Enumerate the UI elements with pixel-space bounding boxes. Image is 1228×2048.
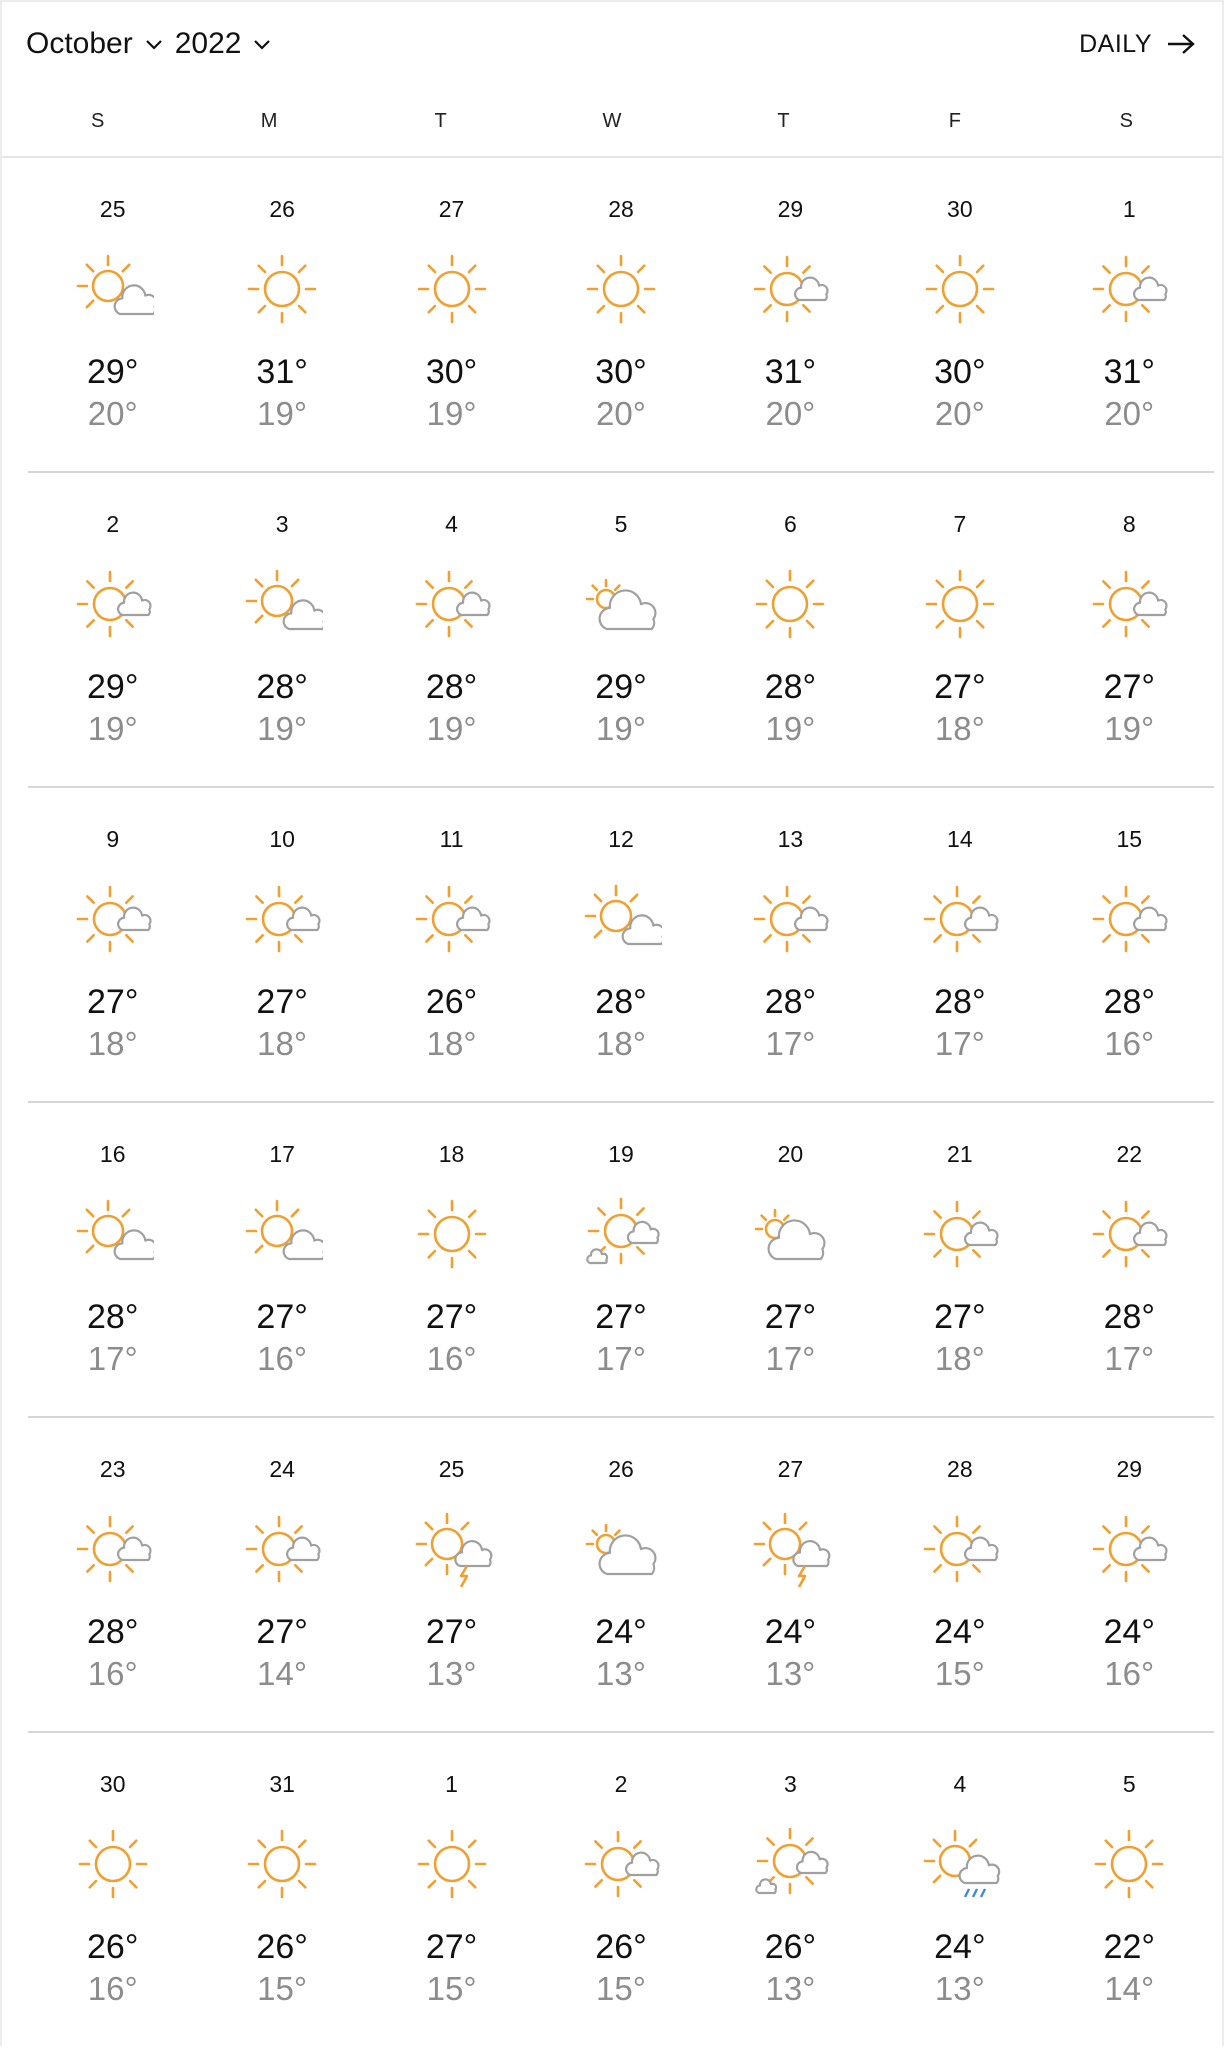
day-cell[interactable] — [197, 473, 366, 786]
day-number: 10 — [269, 826, 295, 852]
day-cell[interactable] — [875, 788, 1044, 1101]
day-cell[interactable] — [875, 473, 1044, 786]
day-number: 4 — [445, 511, 458, 537]
low-temp: 17° — [1104, 1340, 1155, 1377]
sun-small-cloud-icon — [919, 1508, 1001, 1590]
day-number: 29 — [777, 196, 804, 222]
day-cell[interactable] — [706, 1418, 875, 1731]
high-temp: 27° — [256, 1613, 308, 1651]
day-cell[interactable] — [875, 1418, 1044, 1731]
low-temp: 18° — [596, 1025, 646, 1062]
high-temp: 27° — [934, 1298, 986, 1336]
low-temp: 17° — [87, 1340, 138, 1377]
sun-icon — [411, 1823, 493, 1905]
sun-small-cloud-icon — [1088, 248, 1170, 330]
low-temp: 19° — [426, 710, 477, 747]
day-cell[interactable] — [367, 1418, 536, 1731]
sun-small-cloud-icon — [749, 878, 831, 960]
day-number: 1 — [1122, 196, 1136, 222]
sun-small-cloud-icon — [72, 563, 154, 645]
high-temp: 28° — [764, 983, 817, 1021]
day-cell[interactable] — [28, 1733, 197, 2048]
day-number: 14 — [947, 826, 973, 852]
day-cell[interactable] — [536, 788, 705, 1101]
sun-small-cloud-icon — [411, 878, 493, 960]
month-label: October — [26, 27, 133, 60]
day-number: 21 — [947, 1141, 973, 1167]
low-temp: 18° — [934, 1340, 985, 1377]
high-temp: 30° — [934, 353, 986, 391]
day-cell[interactable] — [28, 1418, 197, 1731]
day-number: 1 — [445, 1771, 458, 1797]
high-temp: 27° — [425, 1298, 478, 1336]
sun-two-clouds-icon — [749, 1823, 831, 1905]
high-temp: 29° — [87, 353, 139, 391]
low-temp: 20° — [765, 395, 816, 432]
week-row — [28, 788, 1214, 1103]
high-temp: 31° — [1103, 353, 1155, 391]
day-number: 6 — [784, 511, 797, 537]
sun-small-cloud-icon — [1088, 1193, 1170, 1275]
sun-small-cloud-icon — [919, 878, 1001, 960]
day-cell[interactable] — [367, 1733, 536, 2048]
high-temp: 26° — [256, 1928, 308, 1966]
high-temp: 28° — [256, 668, 308, 706]
day-number: 18 — [438, 1141, 465, 1167]
low-temp: 13° — [426, 1655, 477, 1692]
high-temp: 27° — [256, 983, 308, 1021]
high-temp: 28° — [764, 668, 817, 706]
sun-storm-icon — [411, 1508, 493, 1590]
sun-cloud-icon — [72, 1193, 154, 1275]
day-number: 8 — [1122, 511, 1136, 537]
high-temp: 28° — [87, 1613, 139, 1651]
low-temp: 16° — [87, 1655, 138, 1692]
high-temp: 28° — [595, 983, 647, 1021]
low-temp: 18° — [87, 1025, 138, 1062]
day-number: 30 — [99, 1771, 126, 1797]
day-number: 26 — [608, 1456, 634, 1482]
sun-storm-icon — [749, 1508, 831, 1590]
sun-rain-icon — [919, 1823, 1001, 1905]
day-number: 5 — [1122, 1771, 1136, 1797]
day-cell[interactable] — [706, 158, 875, 471]
weekday-label: T — [777, 109, 790, 132]
low-temp: 15° — [257, 1970, 308, 2007]
low-temp: 13° — [596, 1655, 646, 1692]
high-temp: 27° — [934, 668, 986, 706]
sun-cloud-icon — [580, 878, 662, 960]
high-temp: 28° — [87, 1298, 139, 1336]
day-cell[interactable] — [536, 473, 705, 786]
high-temp: 28° — [425, 668, 478, 706]
low-temp: 17° — [596, 1340, 646, 1377]
day-cell[interactable] — [367, 158, 536, 471]
daily-view-button[interactable] — [1079, 30, 1196, 59]
high-temp: 27° — [1103, 668, 1155, 706]
low-temp: 16° — [1104, 1655, 1155, 1692]
day-cell[interactable] — [706, 788, 875, 1101]
day-number: 20 — [777, 1141, 804, 1167]
day-cell[interactable] — [875, 1733, 1044, 2048]
low-temp: 16° — [257, 1340, 308, 1377]
week-row — [28, 473, 1214, 788]
low-temp: 20° — [934, 395, 985, 432]
high-temp: 27° — [256, 1298, 308, 1336]
sun-small-cloud-icon — [580, 1823, 662, 1905]
low-temp: 13° — [765, 1970, 816, 2007]
day-cell[interactable] — [1045, 473, 1214, 786]
week-row — [28, 1103, 1214, 1418]
high-temp: 26° — [87, 1928, 139, 1966]
day-cell[interactable] — [28, 788, 197, 1101]
high-temp: 30° — [425, 353, 478, 391]
day-cell[interactable] — [706, 1733, 875, 2048]
high-temp: 28° — [1103, 983, 1155, 1021]
day-cell[interactable] — [197, 158, 366, 471]
week-row — [28, 1418, 1214, 1733]
low-temp: 14° — [1104, 1970, 1155, 2007]
year-dropdown[interactable] — [175, 27, 274, 61]
day-number: 25 — [438, 1456, 465, 1482]
day-number: 13 — [777, 826, 804, 852]
high-temp: 24° — [764, 1613, 817, 1651]
calendar-grid — [2, 158, 1222, 2048]
day-cell[interactable] — [1045, 1103, 1214, 1416]
sun-icon — [411, 1193, 493, 1275]
sun-icon — [241, 1823, 323, 1905]
day-number: 2 — [106, 511, 120, 537]
high-temp: 22° — [1103, 1928, 1155, 1966]
high-temp: 29° — [87, 668, 139, 706]
weekday-label: T — [434, 109, 447, 132]
sun-icon — [580, 248, 662, 330]
day-cell[interactable] — [28, 158, 197, 471]
calendar-header — [2, 2, 1222, 86]
day-number: 12 — [608, 826, 634, 852]
high-temp: 24° — [1103, 1613, 1155, 1651]
day-cell[interactable] — [197, 1418, 366, 1731]
high-temp: 31° — [764, 353, 817, 391]
sun-icon — [749, 563, 831, 645]
high-temp: 28° — [934, 983, 986, 1021]
day-cell[interactable] — [28, 1103, 197, 1416]
day-number: 5 — [614, 511, 628, 537]
high-temp: 29° — [595, 668, 647, 706]
low-temp: 19° — [257, 710, 308, 747]
low-temp: 16° — [87, 1970, 138, 2007]
sun-cloud-icon — [241, 563, 323, 645]
chevron-down-icon — [251, 33, 273, 55]
day-cell[interactable] — [197, 1733, 366, 2048]
high-temp: 24° — [595, 1613, 647, 1651]
sun-small-cloud-icon — [919, 1193, 1001, 1275]
high-temp: 31° — [256, 353, 308, 391]
day-number: 27 — [438, 196, 465, 222]
day-number: 4 — [953, 1771, 967, 1797]
day-cell[interactable] — [706, 1103, 875, 1416]
day-number: 3 — [275, 511, 289, 537]
day-number: 26 — [269, 196, 295, 222]
sun-icon — [919, 563, 1001, 645]
low-temp: 13° — [934, 1970, 985, 2007]
low-temp: 14° — [257, 1655, 308, 1692]
day-number: 9 — [106, 826, 120, 852]
chevron-down-icon — [143, 33, 165, 55]
low-temp: 19° — [765, 710, 816, 747]
high-temp: 26° — [764, 1928, 817, 1966]
day-number: 15 — [1116, 826, 1143, 852]
high-temp: 26° — [595, 1928, 647, 1966]
day-cell[interactable] — [1045, 1733, 1214, 2048]
day-cell[interactable] — [875, 1103, 1044, 1416]
low-temp: 17° — [934, 1025, 985, 1062]
low-temp: 13° — [765, 1655, 816, 1692]
low-temp: 19° — [257, 395, 308, 432]
day-cell[interactable] — [197, 1103, 366, 1416]
low-temp: 18° — [426, 1025, 477, 1062]
high-temp: 24° — [934, 1613, 986, 1651]
low-temp: 20° — [87, 395, 138, 432]
day-number: 30 — [947, 196, 973, 222]
high-temp: 27° — [425, 1928, 478, 1966]
day-cell[interactable] — [1045, 788, 1214, 1101]
day-cell[interactable] — [367, 788, 536, 1101]
low-temp: 18° — [257, 1025, 308, 1062]
low-temp: 15° — [426, 1970, 477, 2007]
low-temp: 17° — [765, 1025, 816, 1062]
low-temp: 16° — [1104, 1025, 1155, 1062]
sun-small-cloud-icon — [1088, 878, 1170, 960]
day-cell[interactable] — [536, 158, 705, 471]
cloudy-icon — [580, 1508, 662, 1590]
day-number: 2 — [614, 1771, 628, 1797]
low-temp: 19° — [1104, 710, 1155, 747]
high-temp: 28° — [1103, 1298, 1155, 1336]
sun-small-cloud-icon — [1088, 563, 1170, 645]
week-row — [28, 158, 1214, 473]
sun-cloud-icon — [72, 248, 154, 330]
daily-label: DAILY — [1079, 29, 1152, 58]
sun-small-cloud-icon — [411, 563, 493, 645]
low-temp: 20° — [1104, 395, 1155, 432]
high-temp: 30° — [595, 353, 647, 391]
day-cell[interactable] — [536, 1418, 705, 1731]
arrow-right-icon — [1166, 32, 1196, 56]
day-number: 17 — [269, 1141, 295, 1167]
weekday-label: S — [91, 109, 105, 132]
sun-small-cloud-icon — [241, 1508, 323, 1590]
sun-small-cloud-icon — [72, 878, 154, 960]
sun-small-cloud-icon — [749, 248, 831, 330]
day-number: 29 — [1116, 1456, 1143, 1482]
cloudy-icon — [580, 563, 662, 645]
sun-small-cloud-icon — [241, 878, 323, 960]
sun-icon — [241, 248, 323, 330]
low-temp: 15° — [596, 1970, 646, 2007]
high-temp: 27° — [425, 1613, 478, 1651]
sun-icon — [72, 1823, 154, 1905]
day-cell[interactable] — [367, 1103, 536, 1416]
day-cell[interactable] — [367, 473, 536, 786]
sun-icon — [1088, 1823, 1170, 1905]
low-temp: 17° — [765, 1340, 816, 1377]
high-temp: 26° — [425, 983, 478, 1021]
high-temp: 27° — [595, 1298, 647, 1336]
cloudy-icon — [749, 1193, 831, 1275]
low-temp: 18° — [934, 710, 985, 747]
day-number: 23 — [99, 1456, 126, 1482]
weekday-header-row — [2, 86, 1222, 158]
day-number: 27 — [777, 1456, 804, 1482]
day-number: 25 — [99, 196, 126, 222]
sun-small-cloud-icon — [72, 1508, 154, 1590]
year-label: 2022 — [174, 27, 242, 60]
day-cell[interactable] — [28, 473, 197, 786]
weekday-label: M — [260, 109, 278, 132]
low-temp: 16° — [426, 1340, 477, 1377]
day-number: 3 — [784, 1771, 797, 1797]
high-temp: 24° — [934, 1928, 986, 1966]
date-selectors — [26, 27, 273, 61]
low-temp: 19° — [87, 710, 138, 747]
week-row — [28, 1733, 1214, 2048]
month-dropdown[interactable] — [26, 27, 165, 61]
day-cell[interactable] — [1045, 158, 1214, 471]
low-temp: 15° — [934, 1655, 985, 1692]
day-cell[interactable] — [706, 473, 875, 786]
day-cell[interactable] — [875, 158, 1044, 471]
day-cell[interactable] — [536, 1733, 705, 2048]
low-temp: 19° — [596, 710, 646, 747]
day-number: 28 — [608, 196, 634, 222]
sun-two-clouds-icon — [580, 1193, 662, 1275]
day-number: 22 — [1116, 1141, 1143, 1167]
day-number: 7 — [953, 511, 967, 537]
day-cell[interactable] — [197, 788, 366, 1101]
weekday-label: S — [1119, 109, 1133, 132]
weekday-label: F — [948, 109, 961, 132]
day-number: 19 — [608, 1141, 634, 1167]
low-temp: 19° — [426, 395, 477, 432]
high-temp: 27° — [87, 983, 139, 1021]
day-number: 28 — [947, 1456, 973, 1482]
day-cell[interactable] — [536, 1103, 705, 1416]
day-number: 24 — [269, 1456, 295, 1482]
low-temp: 20° — [596, 395, 646, 432]
sun-cloud-icon — [241, 1193, 323, 1275]
day-cell[interactable] — [1045, 1418, 1214, 1731]
high-temp: 27° — [764, 1298, 817, 1336]
sun-small-cloud-icon — [1088, 1508, 1170, 1590]
sun-icon — [919, 248, 1001, 330]
weekday-label: W — [602, 109, 622, 132]
day-number: 11 — [439, 826, 464, 852]
sun-icon — [411, 248, 493, 330]
day-number: 16 — [99, 1141, 126, 1167]
day-number: 31 — [269, 1771, 295, 1797]
